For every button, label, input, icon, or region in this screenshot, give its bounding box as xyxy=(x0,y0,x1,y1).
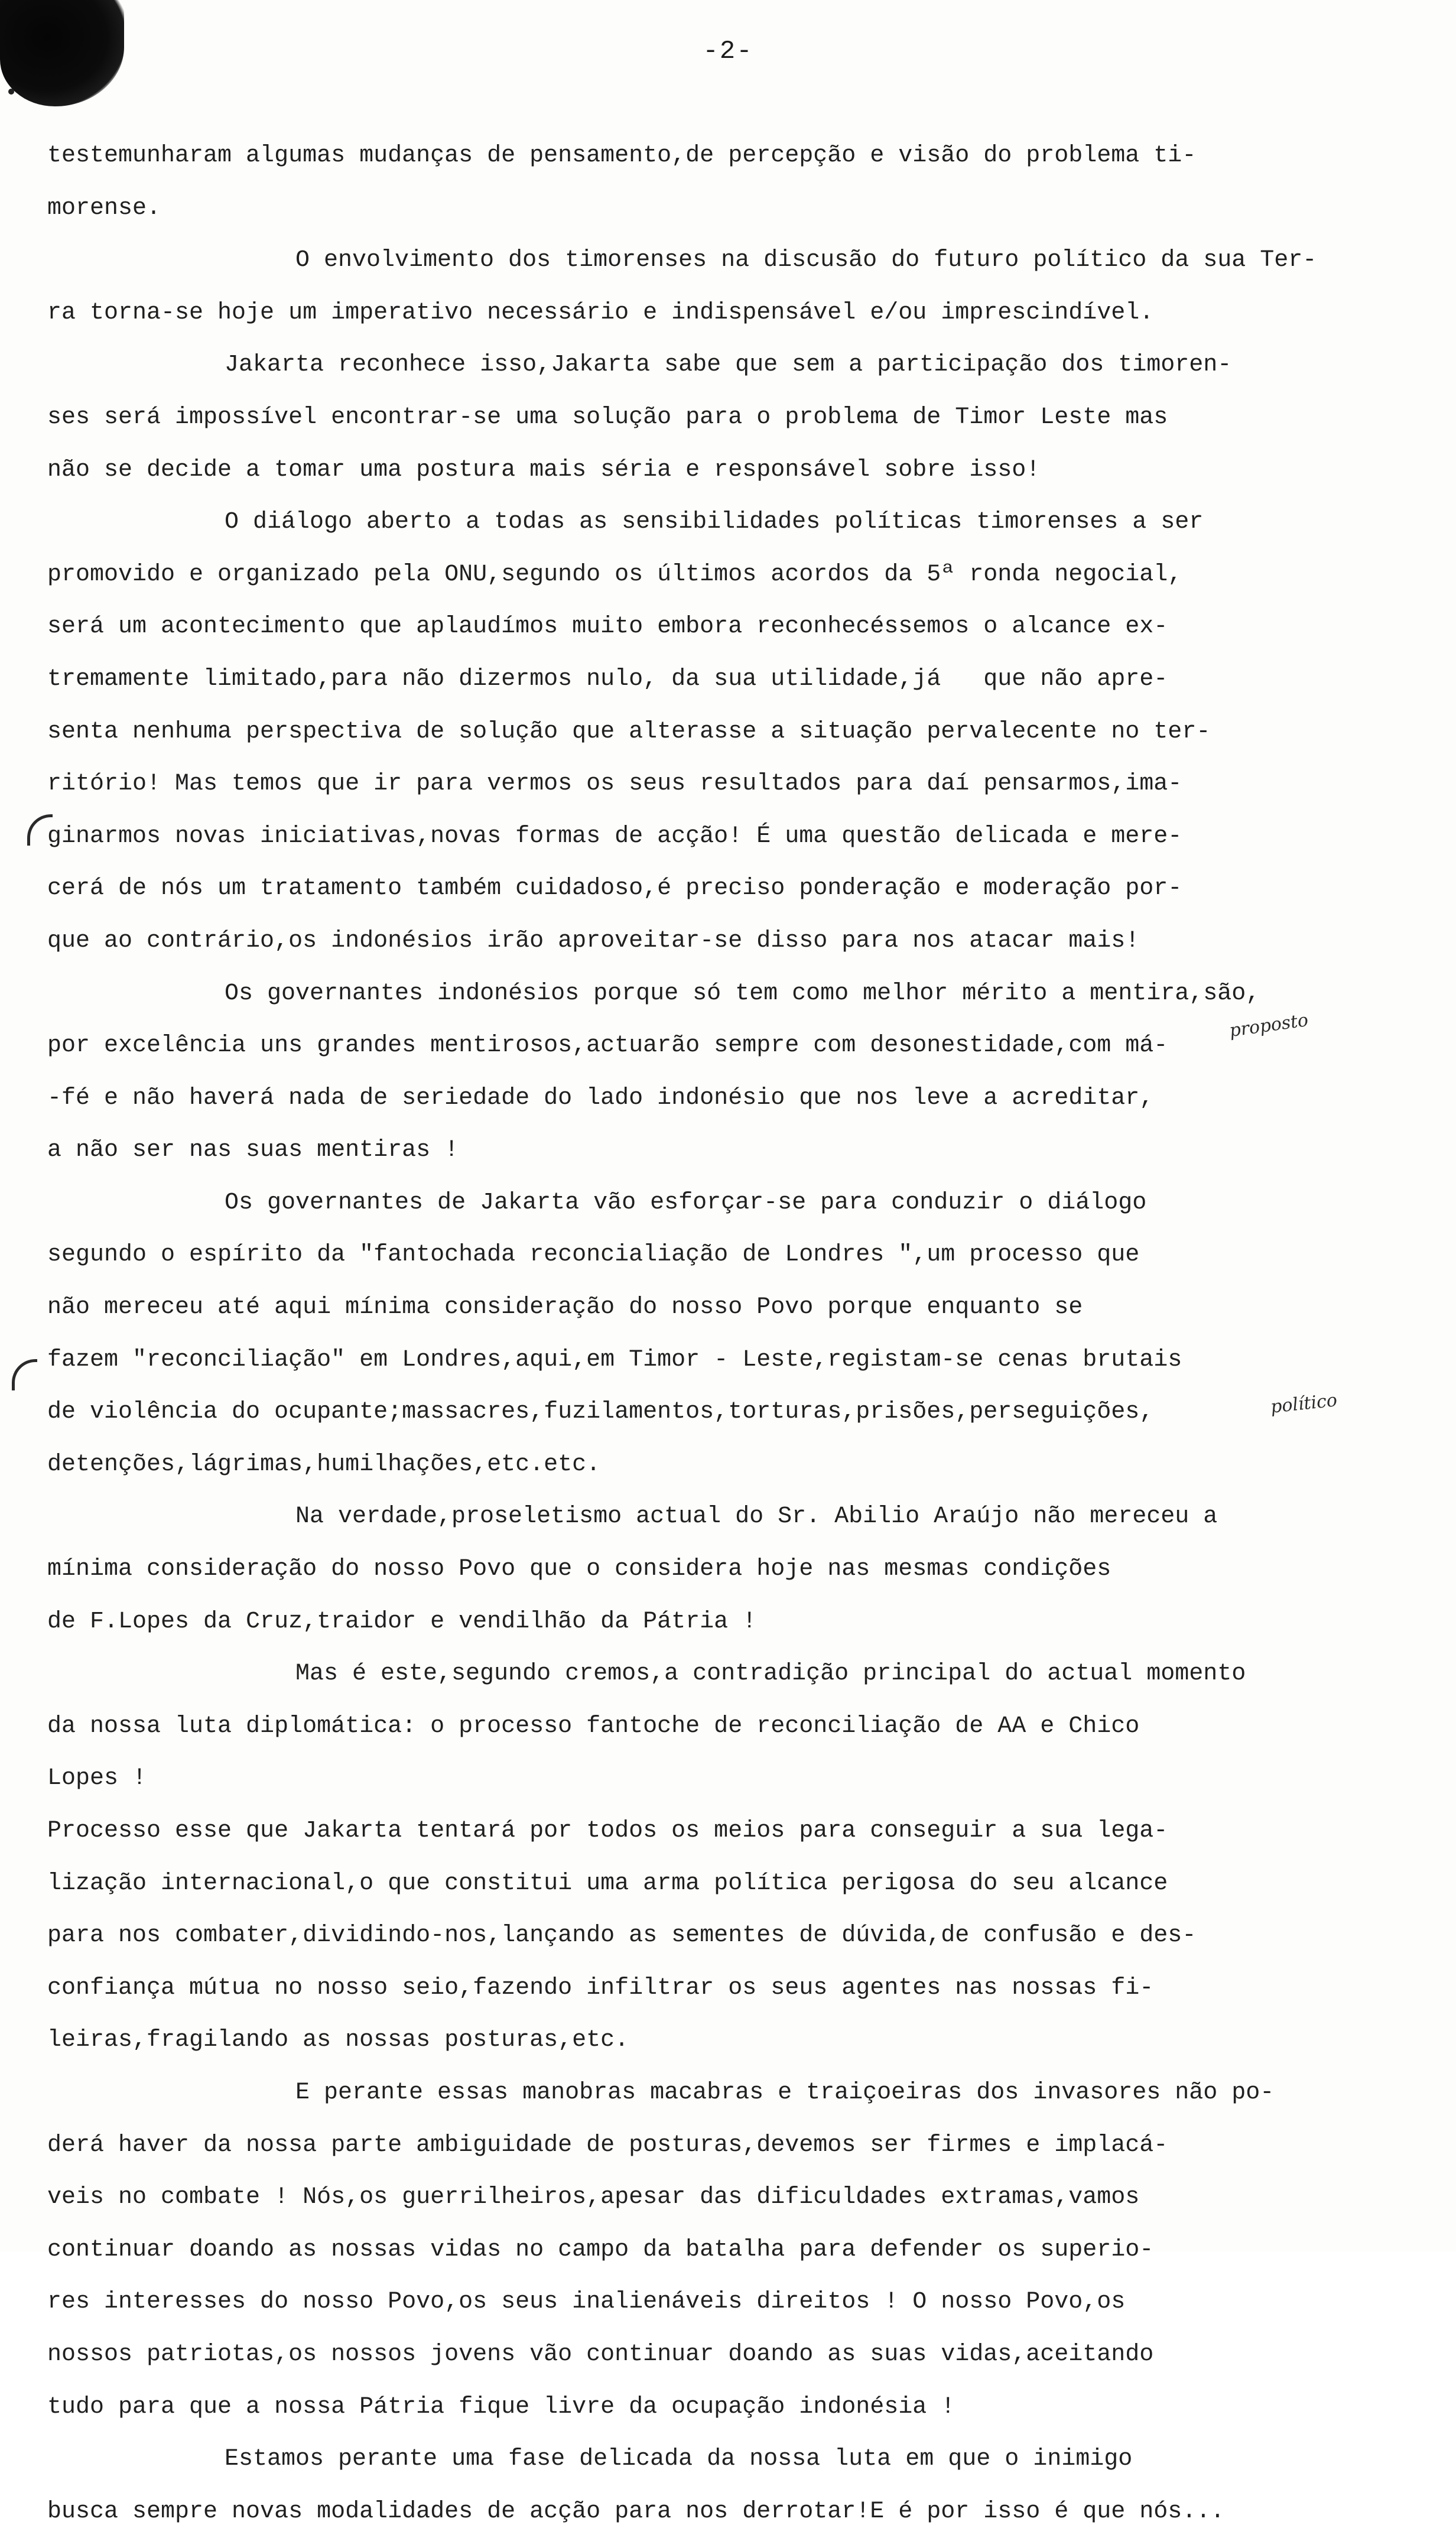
text-line: para nos combater,dividindo-nos,lançando as sementes de dúvida,de confusão e des- xyxy=(47,1922,1197,1949)
text-line: -fé e não haverá nada de seriedade do lado indonésio que nos leve a acreditar, xyxy=(47,1084,1154,1112)
margin-bracket-mark xyxy=(27,814,53,846)
text-line: mínima consideração do nosso Povo que o considera hoje nas mesmas condições xyxy=(47,1556,1112,1583)
text-line: de F.Lopes da Cruz,traidor e vendilhão da Pátria ! xyxy=(47,1608,757,1635)
text-line: detenções,lágrimas,humilhações,etc.etc. xyxy=(47,1451,601,1478)
text-line: res interesses do nosso Povo,os seus inalienáveis direitos ! O nosso Povo,os xyxy=(47,2289,1126,2316)
text-line: que ao contrário,os indonésios irão aproveitar-se disso para nos atacar mais! xyxy=(47,927,1140,954)
text-line: Os governantes indonésios porque só tem como melhor mérito a mentira,são, xyxy=(225,980,1260,1007)
text-line: derá haver da nossa parte ambiguidade de posturas,devemos ser firmes e implacá- xyxy=(47,2131,1168,2159)
text-line: promovido e organizado pela ONU,segundo os últimos acordos da 5ª ronda negocial, xyxy=(47,561,1182,588)
text-line: Processo esse que Jakarta tentará por todos os meios para conseguir a sua lega- xyxy=(47,1818,1168,1844)
handwritten-annotation-proposto: proposto xyxy=(1228,1009,1310,1042)
text-line: cerá de nós um tratamento também cuidadoso,é preciso ponderação e moderação por- xyxy=(47,875,1182,902)
text-line: segundo o espírito da "fantochada reconcialiação de Londres ",um processo que xyxy=(47,1242,1140,1269)
text-line: ritório! Mas temos que ir para vermos os seus resultados para daí pensarmos,ima- xyxy=(47,771,1182,798)
text-line: O envolvimento dos timorenses na discusão do futuro político da sua Ter- xyxy=(295,247,1317,274)
text-line: testemunharam algumas mudanças de pensamento,de percepção e visão do problema ti- xyxy=(47,142,1197,169)
text-line: veis no combate ! Nós,os guerrilheiros,apesar das dificuldades extramas,vamos xyxy=(47,2184,1140,2211)
ink-speck xyxy=(8,89,14,95)
text-line: Estamos perante uma fase delicada da nossa luta em que o inimigo xyxy=(225,2446,1133,2473)
text-line: tudo para que a nossa Pátria fique livre da ocupação indonésia ! xyxy=(47,2393,956,2420)
text-line: fazem "reconciliação" em Londres,aqui,em Timor - Leste,registam-se cenas brutais xyxy=(47,1346,1182,1373)
handwritten-annotation-politico: político xyxy=(1269,1390,1338,1418)
text-line: a não ser nas suas mentiras ! xyxy=(47,1137,459,1164)
page-number: -2- xyxy=(703,37,753,66)
text-line: da nossa luta diplomática: o processo fantoche de reconciliação de AA e Chico xyxy=(47,1712,1140,1740)
text-line: Na verdade,proseletismo actual do Sr. Abilio Araújo não mereceu a xyxy=(295,1503,1218,1530)
text-line: Lopes ! xyxy=(47,1765,147,1792)
margin-bracket-mark xyxy=(12,1359,37,1390)
text-line: O diálogo aberto a todas as sensibilidades políticas timorenses a ser xyxy=(225,509,1204,536)
text-line: confiança mútua no nosso seio,fazendo infiltrar os seus agentes nas nossas fi- xyxy=(47,1974,1154,2001)
text-line: nossos patriotas,os nossos jovens vão continuar doando as suas vidas,aceitando xyxy=(47,2341,1154,2368)
text-line: ginarmos novas iniciativas,novas formas de acção! É uma questão delicada e mere- xyxy=(47,823,1182,850)
text-line: não mereceu até aqui mínima consideração do nosso Povo porque enquanto se xyxy=(47,1294,1083,1321)
text-line: será um acontecimento que aplaudímos muito embora reconhecéssemos o alcance ex- xyxy=(47,613,1168,641)
text-line: não se decide a tomar uma postura mais séria e responsável sobre isso! xyxy=(47,456,1041,483)
text-line: leiras,fragilando as nossas posturas,etc. xyxy=(47,2027,629,2054)
document-body xyxy=(47,130,1330,2538)
text-line: de violência do ocupante;massacres,fuzilamentos,torturas,prisões,perseguições, xyxy=(47,1399,1154,1426)
text-line: continuar doando as nossas vidas no campo da batalha para defender os superio- xyxy=(47,2236,1154,2263)
text-line: Os governantes de Jakarta vão esforçar-se para conduzir o diálogo xyxy=(225,1189,1147,1216)
text-line: E perante essas manobras macabras e traiçoeiras dos invasores não po- xyxy=(295,2079,1275,2106)
text-line: Jakarta reconhece isso,Jakarta sabe que sem a participação dos timoren- xyxy=(225,352,1232,379)
text-line: busca sempre novas modalidades de acção para nos derrotar!E é por isso é que nós... xyxy=(47,2498,1225,2525)
text-line: ra torna-se hoje um imperativo necessário e indispensável e/ou imprescindível. xyxy=(47,299,1154,326)
text-line: por excelência uns grandes mentirosos,actuarão sempre com desonestidade,com má- xyxy=(47,1032,1168,1060)
text-line: morense. xyxy=(47,194,161,222)
text-line: lização internacional,o que constitui uma arma política perigosa do seu alcance xyxy=(47,1870,1168,1897)
text-line: Mas é este,segundo cremos,a contradição principal do actual momento xyxy=(295,1660,1246,1688)
text-line: tremamente limitado,para não dizermos nulo, da sua utilidade,já que não apre- xyxy=(47,665,1168,693)
text-line: ses será impossível encontrar-se uma solução para o problema de Timor Leste mas xyxy=(47,404,1168,431)
text-line: senta nenhuma perspectiva de solução que alterasse a situação pervalecente no ter- xyxy=(47,718,1211,745)
